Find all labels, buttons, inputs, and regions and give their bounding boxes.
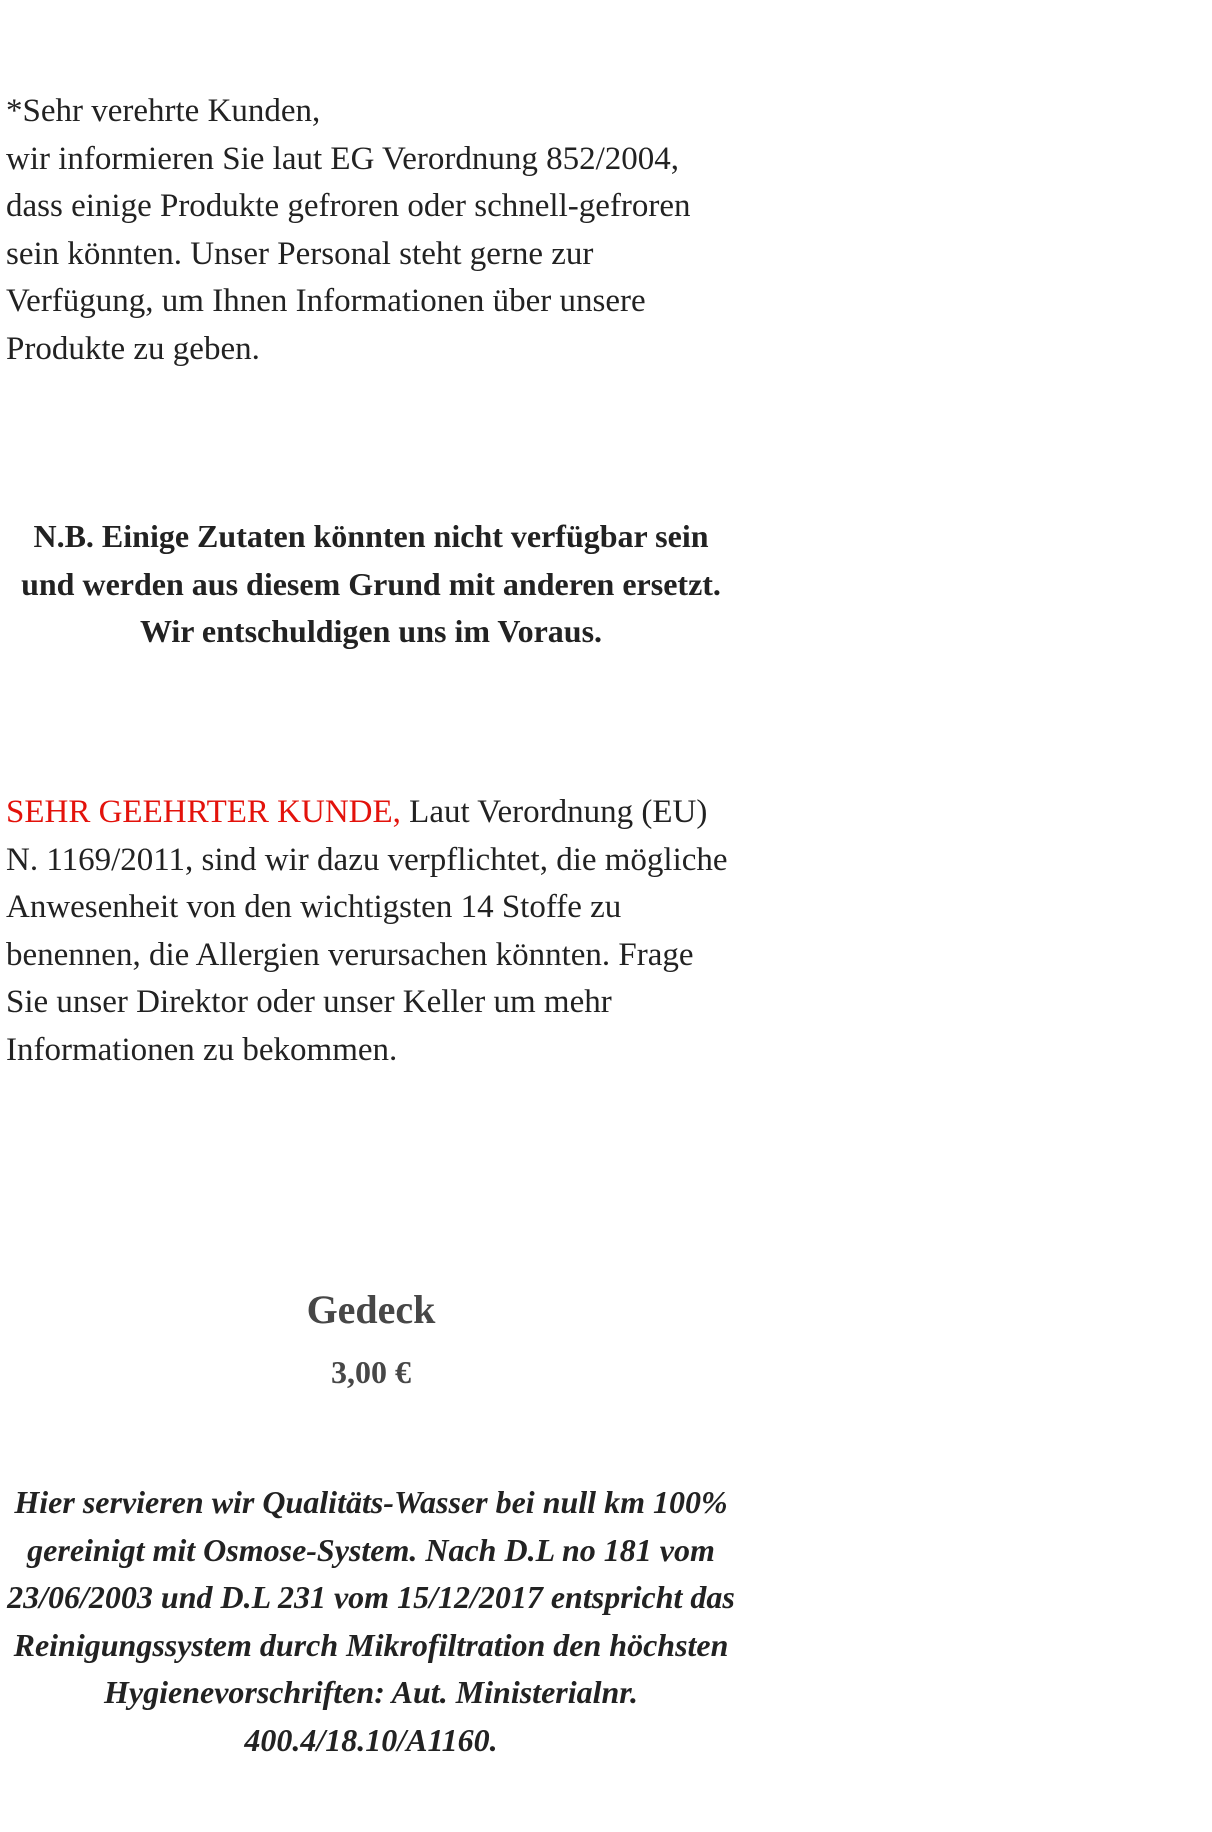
frozen-notice-body: wir informieren Sie laut EG Verordnung 852/2004, dass einige Produkte gefroren oder schnell-gefroren sein könnten. Unser Personal steht gerne zur Verfügung, um Ihnen Informationen über unsere Produkte zu geben. bbox=[6, 140, 691, 367]
cover-charge-price: 3,00 € bbox=[331, 1354, 411, 1390]
cover-charge bbox=[6, 1284, 736, 1398]
allergens-notice-paragraph bbox=[6, 789, 736, 1074]
allergens-notice-heading: SEHR GEEHRTER KUNDE, bbox=[6, 794, 401, 830]
water-notice-text: Hier servieren wir Qualitäts-Wasser bei null km 100% gereinigt mit Osmose-System. Nach D.L no 181 vom 23/06/2003 und D.L 231 vom 15/12/2017 entspricht das Reinigungssystem durch Mikrofiltration den höchsten Hygienevorschriften: Aut. Ministerialnr. 400.4/18.10/A1160. bbox=[7, 1484, 735, 1758]
allergens-notice bbox=[6, 789, 736, 1074]
ingredients-substitution-notice bbox=[6, 513, 736, 656]
ingredients-notice-text: N.B. Einige Zutaten könnten nicht verfügbar sein und werden aus diesem Grund mit anderen ersetzt. Wir entschuldigen uns im Voraus. bbox=[21, 518, 721, 649]
frozen-products-notice bbox=[6, 88, 736, 373]
water-quality-notice bbox=[6, 1479, 736, 1764]
frozen-notice-greeting: *Sehr verehrte Kunden, bbox=[6, 93, 321, 129]
cover-charge-title: Gedeck bbox=[306, 1287, 436, 1332]
allergens-notice-body: Laut Verordnung (EU) N. 1169/2011, sind wir dazu verpflichtet, die mögliche Anwesenheit von den wichtigsten 14 Stoffe zu benennen, die Allergien verursachen könnten. Frage Sie unser Direktor oder unser Keller um mehr Informationen zu bekommen. bbox=[6, 794, 728, 1068]
